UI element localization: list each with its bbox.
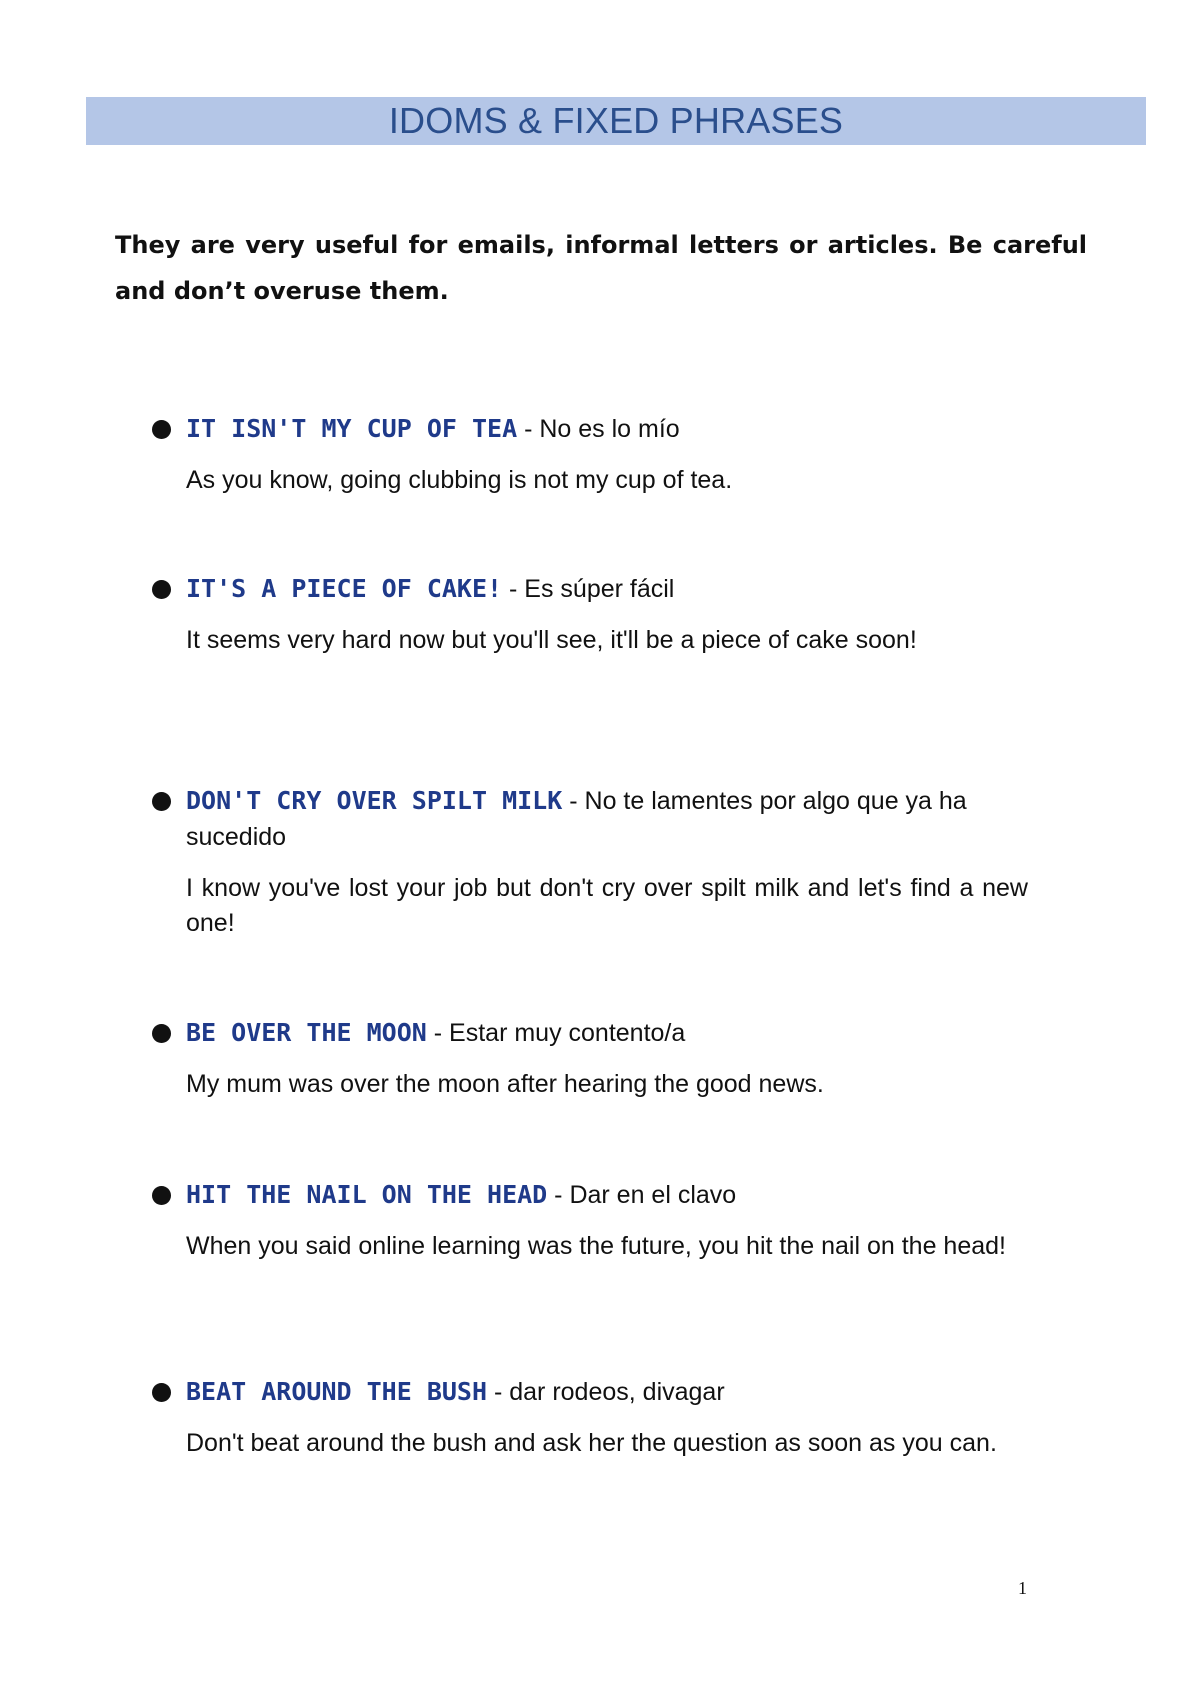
- idiom-separator: -: [562, 787, 585, 815]
- bullet-icon: [152, 1383, 171, 1402]
- idiom-entry: [152, 783, 1028, 941]
- idiom-headline: [186, 1177, 1028, 1213]
- idiom-separator: -: [426, 1019, 450, 1047]
- bullet-icon: [152, 1024, 171, 1043]
- idiom-separator: -: [502, 575, 525, 603]
- page-number: 1: [1018, 1578, 1027, 1598]
- page-title: IDOMS & FIXED PHRASES: [86, 97, 1146, 145]
- intro-paragraph: They are very useful for emails, informal letters or articles. Be careful and don’t overuse them.: [115, 231, 1087, 305]
- idiom-example: I know you've lost your job but don't cry over spilt milk and let's find a new one!: [186, 874, 1028, 937]
- idiom-headline: [186, 1374, 1028, 1410]
- idiom-phrase: BE OVER THE MOON: [186, 1018, 427, 1047]
- idiom-meaning: Estar muy contento/a: [449, 1019, 686, 1047]
- idiom-headline: [186, 571, 1028, 607]
- idiom-example: Don't beat around the bush and ask her the question as soon as you can.: [186, 1429, 997, 1457]
- idiom-entry: [152, 411, 1028, 498]
- idiom-example: As you know, going clubbing is not my cup of tea.: [186, 466, 733, 494]
- idiom-phrase: IT ISN'T MY CUP OF TEA: [186, 414, 518, 443]
- idiom-headline: [186, 1015, 1028, 1051]
- idiom-phrase: HIT THE NAIL ON THE HEAD: [186, 1180, 548, 1209]
- idiom-meaning: No es lo mío: [539, 415, 680, 443]
- idiom-example: My mum was over the moon after hearing the good news.: [186, 1070, 824, 1098]
- idiom-meaning: dar rodeos, divagar: [509, 1378, 725, 1406]
- idiom-meaning: No te lamentes por algo que ya ha sucedido: [186, 787, 967, 851]
- idiom-example: It seems very hard now but you'll see, it'll be a piece of cake soon!: [186, 626, 917, 654]
- idiom-entry: [152, 1374, 1028, 1461]
- idiom-entry: [152, 571, 1028, 658]
- idiom-meaning: Es súper fácil: [524, 575, 675, 603]
- idiom-phrase: DON'T CRY OVER SPILT MILK: [186, 786, 563, 815]
- idiom-example: When you said online learning was the future, you hit the nail on the head!: [186, 1232, 1006, 1260]
- idiom-headline: [186, 783, 1028, 855]
- idiom-phrase: BEAT AROUND THE BUSH: [186, 1377, 488, 1406]
- bullet-icon: [152, 420, 171, 439]
- idiom-phrase: IT'S A PIECE OF CAKE!: [186, 574, 503, 603]
- bullet-icon: [152, 580, 171, 599]
- idiom-meaning: Dar en el clavo: [569, 1181, 737, 1209]
- idiom-separator: -: [487, 1378, 510, 1406]
- idiom-headline: [186, 411, 1028, 447]
- idiom-separator: -: [547, 1181, 570, 1209]
- idiom-entry: [152, 1177, 1028, 1264]
- idiom-separator: -: [517, 415, 540, 443]
- bullet-icon: [152, 1186, 171, 1205]
- bullet-icon: [152, 792, 171, 811]
- idiom-entry: [152, 1015, 1028, 1102]
